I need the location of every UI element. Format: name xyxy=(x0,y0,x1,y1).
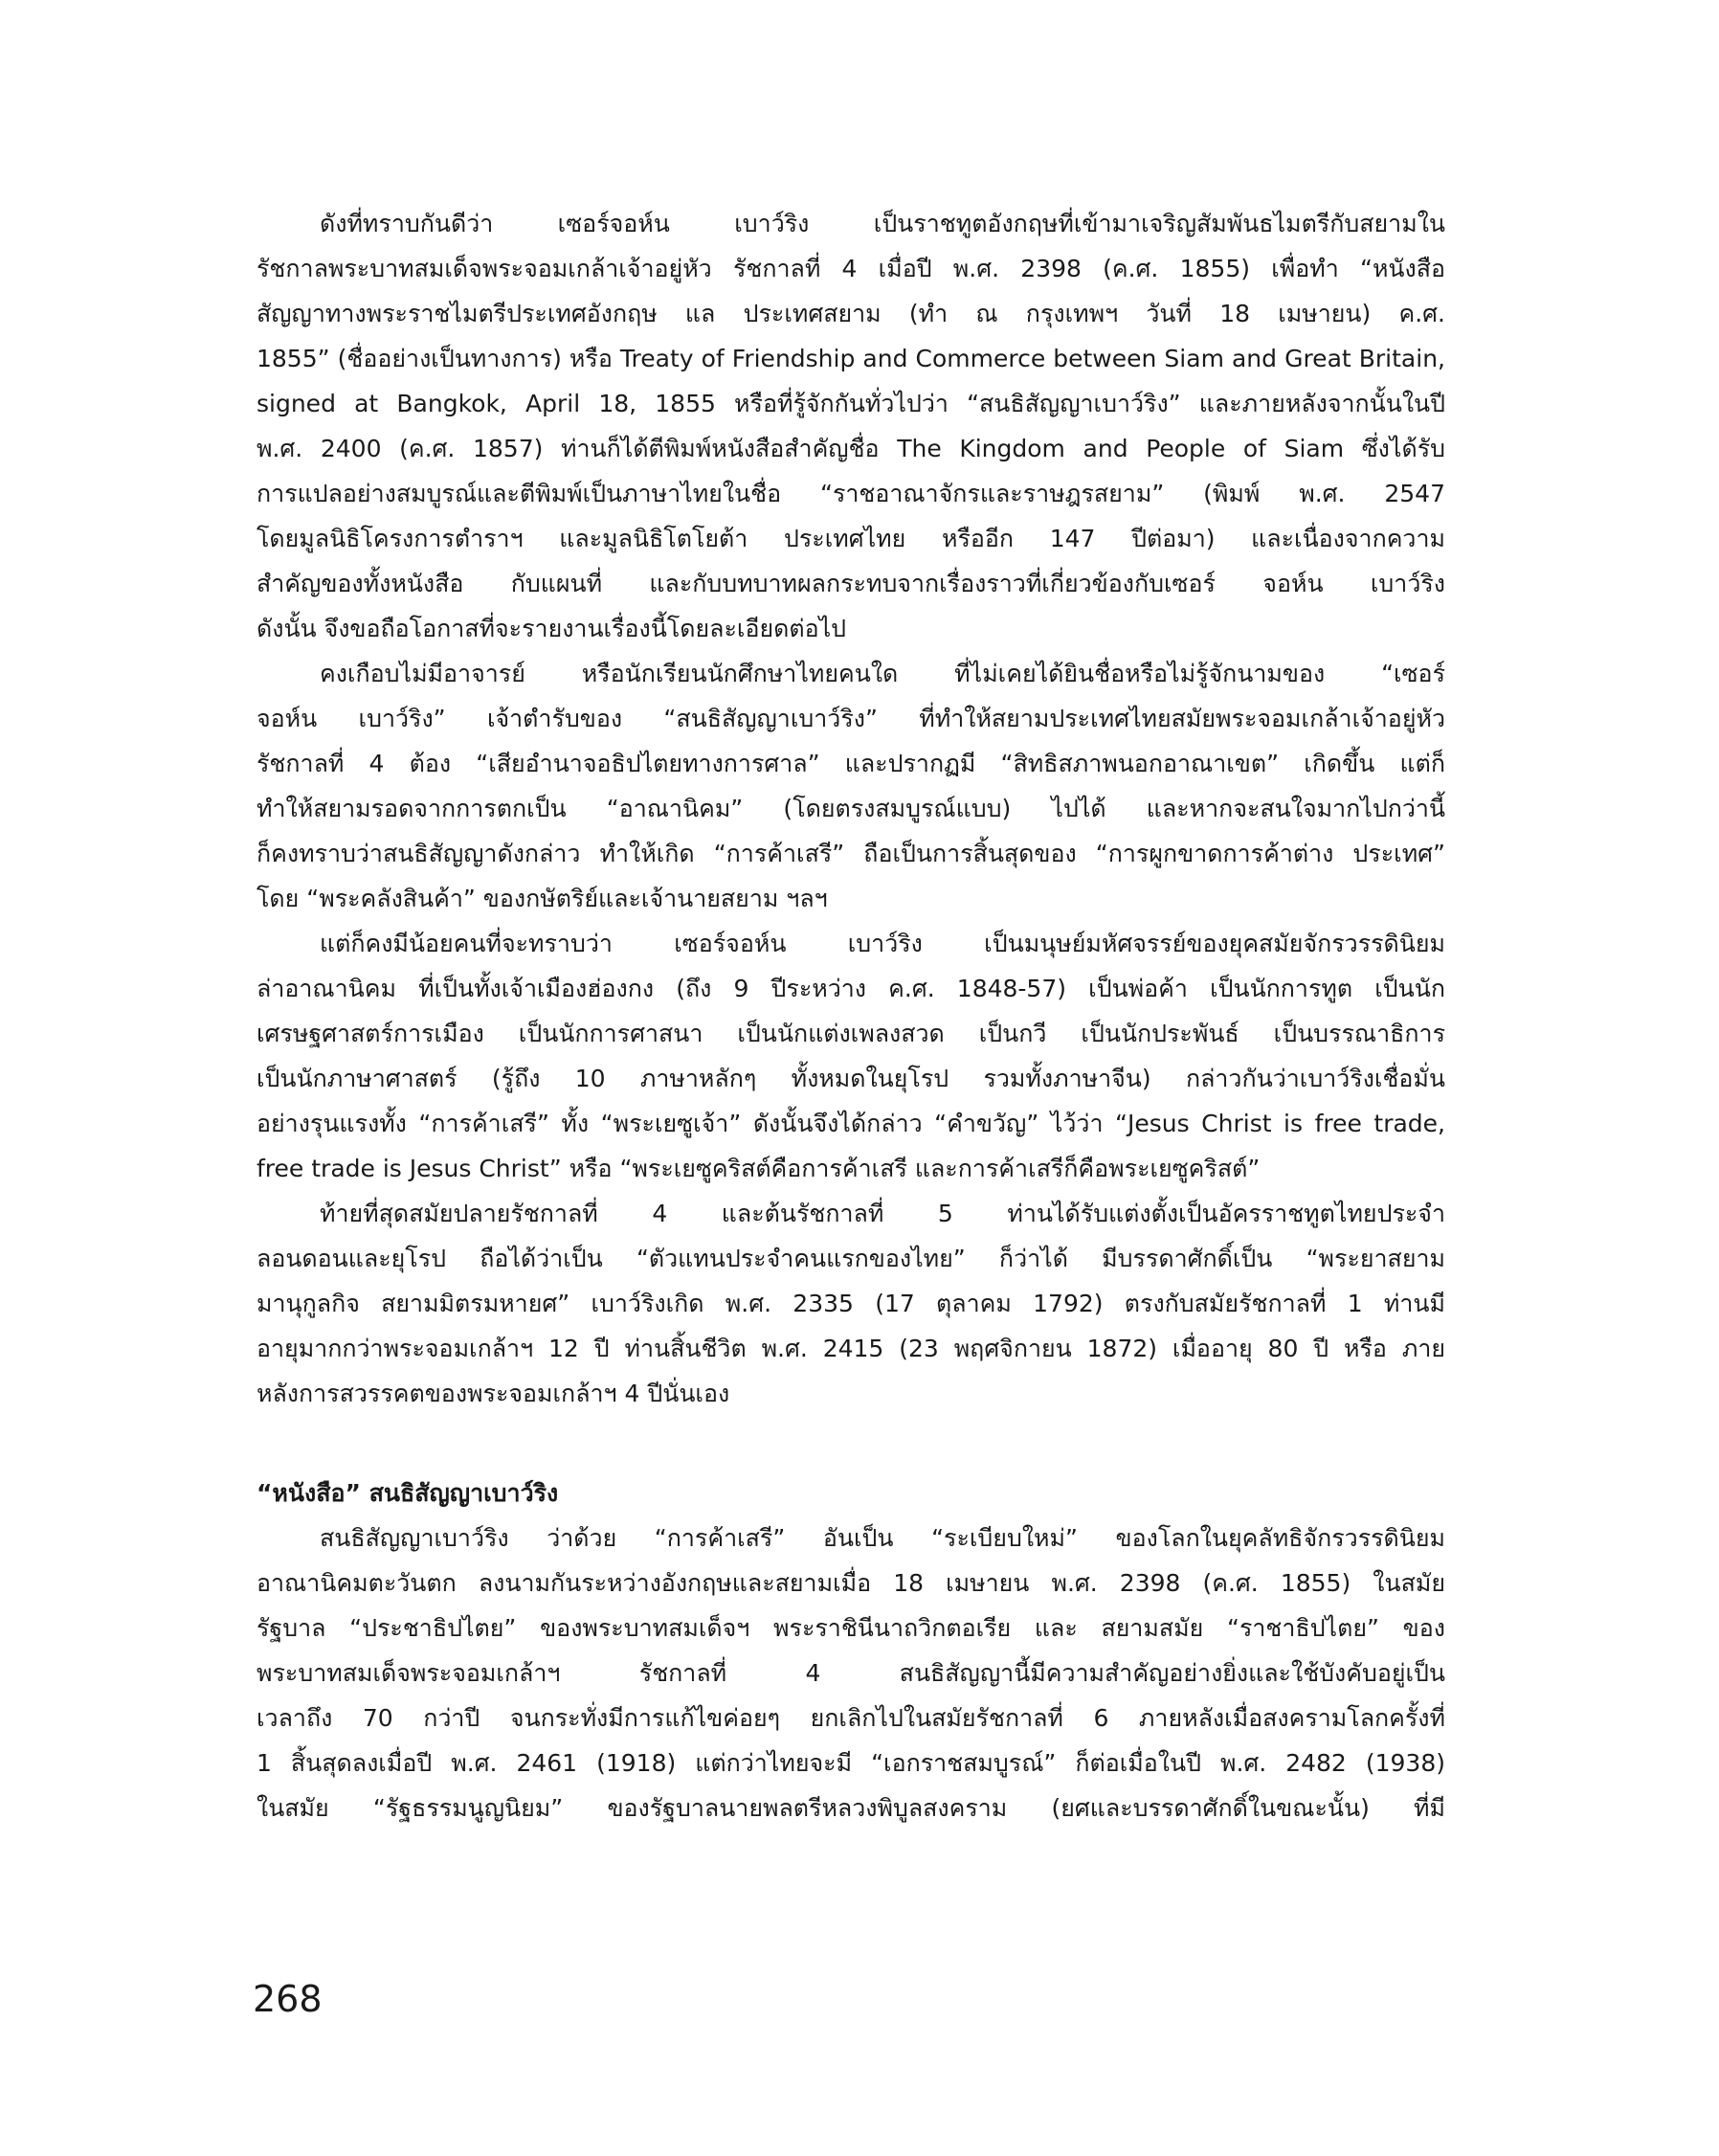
text-line: อายุมากกว่าพระจอมเกล้าฯ 12 ปี ท่านสิ้นชีวิต พ.ศ. 2415 (23 พฤศจิกายน 1872) เมื่ออายุ 80 ปี หรือ ภาย xyxy=(257,1335,1445,1362)
text-line: ทำให้สยามรอดจากการตกเป็น “อาณานิคม” (โดยตรงสมบูรณ์แบบ) ไปได้ และหากจะสนใจมากไปกว่านี้ xyxy=(257,795,1445,822)
text-line: อย่างรุนแรงทั้ง “การค้าเสรี” ทั้ง “พระเยซูเจ้า” ดังนั้นจึงได้กล่าว “คำขวัญ” ไว้ว่า “Jesus Christ is free trade, xyxy=(257,1110,1445,1137)
text-line: จอห์น เบาว์ริง” เจ้าตำรับของ “สนธิสัญญาเบาว์ริง” ที่ทำให้สยามประเทศไทยสมัยพระจอมเกล้าเจ้าอยู่หัว xyxy=(257,705,1445,732)
text-line: การแปลอย่างสมบูรณ์และตีพิมพ์เป็นภาษาไทยในชื่อ “ราชอาณาจักรและราษฎรสยาม” (พิมพ์ พ.ศ. 2547 xyxy=(257,480,1445,507)
text-line: รัชกาลพระบาทสมเด็จพระจอมเกล้าเจ้าอยู่หัว รัชกาลที่ 4 เมื่อปี พ.ศ. 2398 (ค.ศ. 1855) เพื่อทำ “หนังสือ xyxy=(257,255,1445,282)
text-line: หลังการสวรรคตของพระจอมเกล้าฯ 4 ปีนั่นเอง xyxy=(257,1380,730,1407)
text-line: 1 สิ้นสุดลงเมื่อปี พ.ศ. 2461 (1918) แต่กว่าไทยจะมี “เอกราชสมบูรณ์” ก็ต่อเมื่อในปี พ.ศ. 2482 (1938) xyxy=(257,1749,1445,1777)
text-line: ลอนดอนและยุโรป ถือได้ว่าเป็น “ตัวแทนประจำคนแรกของไทย” ก็ว่าได้ มีบรรดาศักดิ์เป็น “พระยาสยาม xyxy=(257,1245,1445,1272)
text-line: ท้ายที่สุดสมัยปลายรัชกาลที่ 4 และต้นรัชกาลที่ 5 ท่านได้รับแต่งตั้งเป็นอัครราชทูตไทยประจำ xyxy=(320,1200,1445,1227)
paragraph-5 xyxy=(257,1516,1445,1830)
text-line: คงเกือบไม่มีอาจารย์ หรือนักเรียนนักศึกษาไทยคนใด ที่ไม่เคยได้ยินชื่อหรือไม่รู้จักนามของ “เซอร์ xyxy=(320,660,1445,687)
text-line: ดังที่ทราบกันดีว่า เซอร์จอห์น เบาว์ริง เป็นราชทูตอังกฤษที่เข้ามาเจริญสัมพันธไมตรีกับสยามใน xyxy=(320,210,1445,237)
text-line: free trade is Jesus Christ” หรือ “พระเยซูคริสต์คือการค้าเสรี และการค้าเสรีก็คือพระเยซูคริสต์” xyxy=(257,1155,1261,1182)
paragraph-2 xyxy=(257,651,1445,921)
text-line: รัชกาลที่ 4 ต้อง “เสียอำนาจอธิปไตยทางการศาล” และปรากฏมี “สิทธิสภาพนอกอาณาเขต” เกิดขึ้น แต่ก็ xyxy=(257,750,1445,777)
text-line: โดยมูลนิธิโครงการตำราฯ และมูลนิธิโตโยต้า ประเทศไทย หรืออีก 147 ปีต่อมา) และเนื่องจากความ xyxy=(257,525,1445,552)
text-line: เศรษฐศาสตร์การเมือง เป็นนักการศาสนา เป็นนักแต่งเพลงสวด เป็นกวี เป็นนักประพันธ์ เป็นบรรณาธิการ xyxy=(257,1020,1445,1047)
text-line: มานุกูลกิจ สยามมิตรมหายศ” เบาว์ริงเกิด พ.ศ. 2335 (17 ตุลาคม 1792) ตรงกับสมัยรัชกาลที่ 1 ท่านมี xyxy=(257,1290,1445,1317)
text-line: โดย “พระคลังสินค้า” ของกษัตริย์และเจ้านายสยาม ฯลฯ xyxy=(257,885,828,912)
text-line: ก็คงทราบว่าสนธิสัญญาดังกล่าว ทำให้เกิด “การค้าเสรี” ถือเป็นการสิ้นสุดของ “การผูกขาดการค้าต่าง ประเทศ” xyxy=(257,840,1445,867)
page-number: 268 xyxy=(253,1978,323,2020)
text-line: พ.ศ. 2400 (ค.ศ. 1857) ท่านก็ได้ตีพิมพ์หนังสือสำคัญชื่อ The Kingdom and People of Siam ซึ่งได้รับ xyxy=(257,435,1445,462)
text-line: เป็นนักภาษาศาสตร์ (รู้ถึง 10 ภาษาหลักๆ ทั้งหมดในยุโรป รวมทั้งภาษาจีน) กล่าวกันว่าเบาว์ริงเชื่อมั่น xyxy=(257,1065,1445,1092)
text-line: ดังนั้น จึงขอถือโอกาสที่จะรายงานเรื่องนี้โดยละเอียดต่อไป xyxy=(257,615,847,642)
text-line: ในสมัย “รัฐธรรมนูญนิยม” ของรัฐบาลนายพลตรีหลวงพิบูลสงคราม (ยศและบรรดาศักดิ์ในขณะนั้น) ที่มี xyxy=(257,1794,1445,1822)
text-line: ล่าอาณานิคม ที่เป็นทั้งเจ้าเมืองฮ่องกง (ถึง 9 ปีระหว่าง ค.ศ. 1848-57) เป็นพ่อค้า เป็นนักการทูต เป็นนัก xyxy=(257,975,1445,1002)
text-line: แต่ก็คงมีน้อยคนที่จะทราบว่า เซอร์จอห์น เบาว์ริง เป็นมนุษย์มหัศจรรย์ของยุคสมัยจักรวรรดินิยม xyxy=(320,930,1445,957)
text-line: สัญญาทางพระราชไมตรีประเทศอังกฤษ แล ประเทศสยาม (ทำ ณ กรุงเทพฯ วันที่ 18 เมษายน) ค.ศ. xyxy=(257,300,1445,327)
body-text xyxy=(257,201,1445,1830)
paragraph-3 xyxy=(257,921,1445,1191)
text-line: อาณานิคมตะวันตก ลงนามกันระหว่างอังกฤษและสยามเมื่อ 18 เมษายน พ.ศ. 2398 (ค.ศ. 1855) ในสมัย xyxy=(257,1569,1445,1597)
text-line: สำคัญของทั้งหนังสือ กับแผนที่ และกับบทบาทผลกระทบจากเรื่องราวที่เกี่ยวข้องกับเซอร์ จอห์น เบาว์ริง xyxy=(257,570,1445,597)
paragraph-1 xyxy=(257,201,1445,651)
text-line: เวลาถึง 70 กว่าปี จนกระทั่งมีการแก้ไขค่อยๆ ยกเลิกไปในสมัยรัชกาลที่ 6 ภายหลังเมื่อสงครามโลกครั้งที่ xyxy=(257,1704,1445,1732)
text-line: รัฐบาล “ประชาธิปไตย” ของพระบาทสมเด็จฯ พระราชินีนาถวิกตอเรีย และ สยามสมัย “ราชาธิปไตย” ของ xyxy=(257,1614,1445,1642)
text-line: สนธิสัญญาเบาว์ริง ว่าด้วย “การค้าเสรี” อันเป็น “ระเบียบใหม่” ของโลกในยุคลัทธิจักรวรรดินิยม xyxy=(320,1524,1445,1552)
text-line: 1855” (ชื่ออย่างเป็นทางการ) หรือ Treaty of Friendship and Commerce between Siam and Great Britain, xyxy=(257,345,1445,372)
text-line: พระบาทสมเด็จพระจอมเกล้าฯ รัชกาลที่ 4 สนธิสัญญานี้มีความสำคัญอย่างยิ่งและใช้บังคับอยู่เป็น xyxy=(257,1659,1445,1687)
paragraph-4 xyxy=(257,1191,1445,1416)
text-line: signed at Bangkok, April 18, 1855 หรือที่รู้จักกันทั่วไปว่า “สนธิสัญญาเบาว์ริง” และภายหลังจากนั้นในปี xyxy=(257,390,1445,417)
section-heading: “หนังสือ” สนธิสัญญาเบาว์ริง xyxy=(257,1479,559,1507)
